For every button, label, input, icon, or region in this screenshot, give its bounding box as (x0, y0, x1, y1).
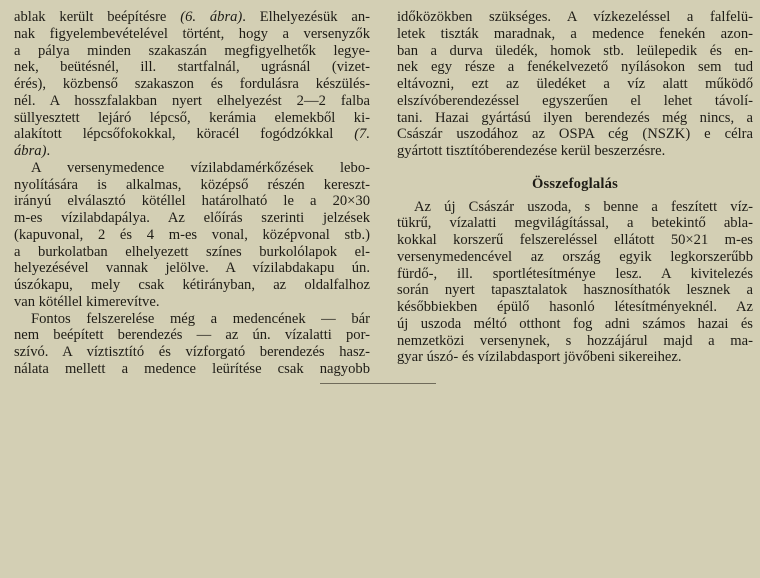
left-column (14, 9, 370, 378)
text-line: versenymedencével az ország egyik legkorszerűbb (397, 248, 753, 265)
text-segment: . Elhelyezésük an- (242, 9, 370, 25)
text-segment: ablak került beépítésre (14, 9, 181, 25)
text-line: nem beépített berendezés — az ún. vízalatti por- (14, 327, 370, 344)
text-line: gyártott tisztítóberendezése kerül beszerzésre. (397, 143, 666, 159)
text-line: új uszoda méltó otthont fog adni számos hazai és (397, 315, 753, 332)
text-line: kokkal korszerű felszereléssel ellátott 50×21 m-es (397, 232, 753, 248)
text-line: nek, beütésnél, ill. startfalnál, ugrásnál (vizet- (14, 59, 370, 76)
text-line: során nyert tapasztalatok hasznosíthatók lesznek a (397, 282, 753, 299)
text-line: helyezésével vannak jelölve. A vízilabdakapu ún. (14, 260, 370, 277)
right-column-paragraph (397, 9, 753, 160)
text-line: letek tiszták maradnak, a medence fenekén azon- (397, 25, 753, 42)
figure-reference: (6. ábra) (180, 9, 243, 25)
text-line: nemzetközi versenynek, s hozzájárul majd a ma- (397, 332, 753, 349)
summary-paragraph (397, 199, 753, 367)
text-line: A versenymedence vízilabdamérkőzések lebo- (31, 159, 370, 176)
text-line (14, 126, 370, 143)
text-line: nálata mellett a medence leürítése csak nagyobb (14, 360, 370, 377)
text-line: a pálya minden szakaszán megfigyelhetők legye- (14, 42, 370, 59)
text-line: nek egy része a fenékelvezető nyílásokon sem tud (397, 59, 753, 76)
text-line: elszívóberendezéssel egyszerűen el lehet távolí- (397, 92, 753, 109)
figure-reference: ábra) (14, 143, 47, 159)
text-line: érés), közbenső szakaszon és fordulásra készülés- (14, 76, 370, 92)
text-line: Császár uszodához az OSPA cég (NSZK) e célra (397, 126, 753, 143)
text-line: tani. Hazai gyártású ilyen berendezés még nincs, a (397, 109, 753, 126)
section-heading: Összefoglalás (531, 175, 619, 192)
text-line: m-es vízilabdapálya. Az előírás szerinti jelzések (14, 210, 370, 226)
figure-reference: (7. (354, 126, 370, 143)
text-line: ban a durva üledék, homok stb. leülepedik és en- (397, 42, 753, 59)
text-line: van kötéllel kimerevítve. (14, 293, 160, 310)
text-line: Az új Császár uszoda, s benne a feszített víz- (414, 198, 753, 215)
text-line: úszókapu, mely csak kétirányban, az oldalfalhoz (14, 277, 370, 293)
text-line: tükrű, vízalatti megvilágítással, a betekintő abla- (397, 215, 753, 232)
text-line: süllyesztett lejáró lépcső, kerámia elemekből ki- (14, 109, 370, 126)
right-column (397, 9, 753, 366)
text-line (14, 143, 370, 160)
text-line: szívó. A víztisztító és vízforgató berendezés hasz- (14, 344, 370, 360)
text-line: nél. A hosszfalakban nyert elhelyezést 2—2 falba (14, 92, 370, 109)
text-line: fürdő-, ill. sportlétesítménye lesz. A kivitelezés (397, 265, 753, 282)
end-rule (320, 383, 436, 384)
text-line: a burkolatban elhelyezett színes burkolólapok el- (14, 243, 370, 260)
text-line: (kapuvonal, 2 és 4 m-es vonal, középvonal stb.) (14, 226, 370, 243)
text-line: irányú elválasztó kötéllel határolható le a 20×30 (14, 193, 370, 210)
text-line (14, 9, 370, 26)
text-line: nak figyelembevételével történt, hogy a versenyzők (14, 25, 370, 42)
text-line: későbbiekben épülő hasonló létesítményeknél. Az (397, 299, 753, 315)
text-line: nyolítására is alkalmas, középső részén kereszt- (14, 176, 370, 193)
text-line: gyar úszó- és vízilabdasport jövőbeni sikereihez. (397, 349, 682, 366)
text-line: időközökben szükséges. A vízkezeléssel a falfelü- (397, 9, 753, 25)
text-segment: alakított lépcsőfokokkal, köracél fogódzókkal (14, 126, 355, 143)
text-segment: . (46, 143, 51, 159)
text-line: eltávozni, ezt az üledéket a víz alatt működő (397, 76, 753, 92)
text-line: Fontos felszerelése még a medencének — bár (31, 310, 370, 327)
